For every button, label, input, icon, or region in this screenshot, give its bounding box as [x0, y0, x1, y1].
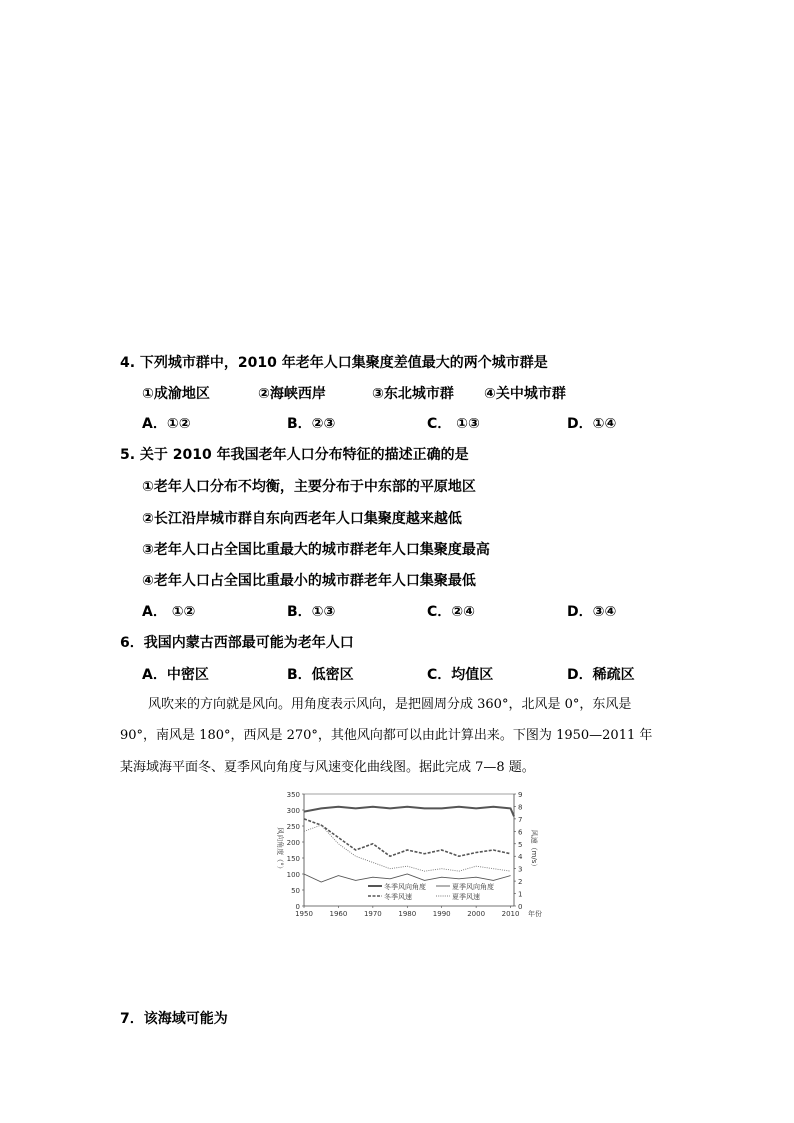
x-tick-label: 1960	[329, 910, 348, 918]
y2-axis-label: 风速（m/s）	[530, 829, 538, 871]
x-tick-label: 1950	[295, 910, 313, 918]
series-line-3	[304, 819, 511, 856]
y2-tick-label: 2	[518, 878, 523, 887]
q6-option-b[interactable]: B．低密区	[287, 667, 354, 683]
q4-item-2: ②海峡西岸	[258, 386, 326, 402]
q5-option-a[interactable]: A． ①②	[142, 604, 196, 620]
q4-item-1: ①成渝地区	[142, 386, 210, 402]
q5-statement-4: ④老年人口占全国比重最小的城市群老年人口集聚最低	[142, 573, 476, 589]
series-line-1	[304, 807, 514, 817]
y-tick-label: 300	[286, 807, 300, 815]
q5-statement-2: ②长江沿岸城市群自东向西老年人口集聚度越来越低	[142, 511, 462, 527]
y2-tick-label: 9	[518, 791, 523, 799]
y2-tick-label: 1	[518, 890, 523, 899]
y2-tick-label: 3	[518, 865, 523, 874]
y2-tick-label: 8	[518, 803, 523, 812]
x-tick-label: 2000	[467, 910, 486, 918]
q4-option-d[interactable]: D．①④	[567, 416, 617, 432]
q5-statement-1: ①老年人口分布不均衡，主要分布于中东部的平原地区	[142, 479, 476, 495]
q5-option-b[interactable]: B．①③	[287, 604, 336, 620]
y2-tick-label: 0	[518, 903, 523, 911]
legend-label-1: 冬季风向角度	[384, 883, 426, 891]
x-tick-label: 2010	[501, 910, 520, 918]
q4-option-c[interactable]: C． ①③	[427, 416, 480, 432]
passage-line-3: 某海域海平面冬、夏季风向角度与风速变化曲线图。据此完成 7—8 题。	[120, 760, 535, 775]
y-tick-label: 350	[286, 791, 300, 799]
x-tick-label: 1970	[363, 910, 382, 918]
q4-item-3: ③东北城市群	[372, 386, 454, 402]
q4-item-4: ④关中城市群	[484, 386, 566, 402]
question-6-stem: 6．我国内蒙古西部最可能为老年人口	[120, 635, 354, 651]
y2-tick-label: 7	[518, 815, 523, 824]
q5-option-d[interactable]: D．③④	[567, 604, 617, 620]
passage-line-2: 90°，南风是 180°，西风是 270°，其他风向都可以由此计算出来。下图为 1950—2011 年	[120, 728, 653, 743]
y-tick-label: 100	[286, 871, 300, 879]
y-tick-label: 0	[295, 903, 300, 911]
x-tick-label: 1990	[432, 910, 451, 918]
passage-line-1: 风吹来的方向就是风向。用角度表示风向，是把圆周分成 360°，北风是 0°，东风是	[148, 697, 632, 712]
q6-option-a[interactable]: A．中密区	[142, 667, 209, 683]
question-7-stem: 7．该海域可能为	[120, 1011, 228, 1027]
question-5-stem: 5. 关于 2010 年我国老年人口分布特征的描述正确的是	[120, 447, 469, 463]
series-line-2	[304, 874, 511, 882]
q6-option-d[interactable]: D．稀疏区	[567, 667, 635, 683]
y-tick-label: 200	[286, 839, 300, 847]
series-line-4	[304, 825, 511, 871]
legend-label-2: 夏季风向角度	[452, 883, 494, 891]
y-tick-label: 150	[286, 855, 300, 863]
question-4-stem: 4. 下列城市群中，2010 年老年人口集聚度差值最大的两个城市群是	[120, 355, 548, 371]
q6-option-c[interactable]: C．均值区	[427, 667, 494, 683]
wind-chart	[268, 786, 542, 932]
legend-label-4: 夏季风速	[452, 893, 480, 901]
legend-label-3: 冬季风速	[384, 893, 412, 901]
q5-option-c[interactable]: C．②④	[427, 604, 475, 620]
y-axis-label: 风向角度（°）	[276, 827, 284, 873]
q4-option-b[interactable]: B．②③	[287, 416, 336, 432]
y2-tick-label: 4	[518, 853, 523, 862]
x-axis-label: 年份	[528, 910, 542, 918]
y2-tick-label: 6	[518, 828, 523, 837]
y2-tick-label: 5	[518, 840, 523, 849]
y-tick-label: 50	[291, 887, 300, 895]
q5-statement-3: ③老年人口占全国比重最大的城市群老年人口集聚度最高	[142, 542, 490, 558]
y-tick-label: 250	[286, 823, 300, 831]
x-tick-label: 1980	[398, 910, 417, 918]
q4-option-a[interactable]: A．①②	[142, 416, 191, 432]
wind-chart-svg	[268, 786, 542, 932]
